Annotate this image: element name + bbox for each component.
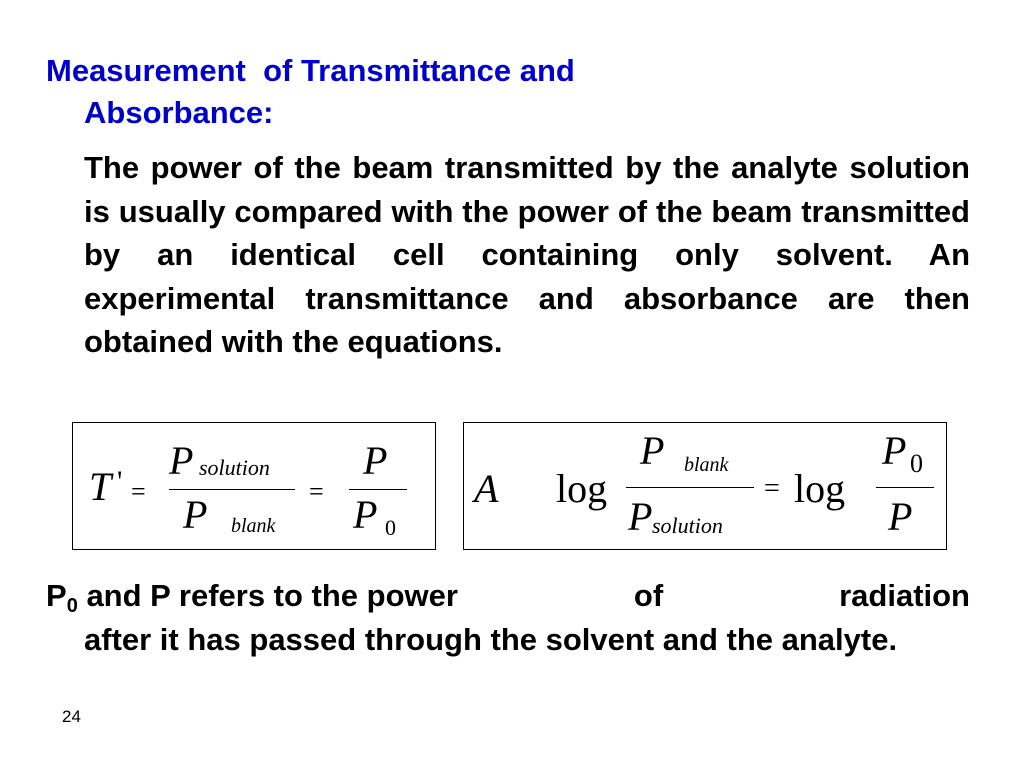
bottom-note-line-1 [46, 574, 970, 618]
eq-t-equals-2: = [309, 477, 324, 506]
bottom-note-p: P [46, 578, 67, 613]
bottom-note-segment-1 [46, 574, 458, 618]
eq-t-numerator-1: P [169, 438, 194, 483]
eq-a-lhs: A [474, 466, 499, 511]
eq-a-numerator-2: P [882, 428, 907, 473]
bottom-note [46, 574, 970, 661]
eq-a-fraction-bar-2 [876, 487, 934, 488]
eq-a-equals: = [764, 473, 780, 504]
eq-t-denominator-2: P [353, 492, 378, 537]
eq-t-denominator-1-sub: blank [231, 515, 276, 537]
eq-a-fraction-bar-1 [626, 487, 754, 488]
bottom-note-word-of: of [633, 578, 664, 613]
bottom-note-subscript: 0 [66, 595, 78, 617]
eq-a-log-1: log [556, 466, 608, 511]
eq-t-equals-1: = [131, 477, 146, 506]
bottom-note-word-radiation: radiation [839, 578, 970, 613]
eq-a-numerator-1-sub: blank [684, 454, 729, 476]
heading-line-1: Measurement of Transmittance and [46, 53, 575, 88]
eq-t-fraction-bar-2 [349, 489, 407, 490]
eq-t-lhs: T [89, 464, 112, 509]
eq-t-numerator-2: P [363, 438, 388, 483]
eq-t-denominator-1: P [183, 492, 208, 537]
slide-heading [46, 50, 946, 134]
eq-a-log-2: log [794, 466, 846, 511]
page-number: 24 [62, 707, 81, 726]
eq-a-numerator-1: P [640, 428, 665, 473]
absorbance-equation-box [463, 422, 947, 550]
eq-a-denominator-2: P [888, 494, 913, 539]
transmittance-equation-box [72, 422, 436, 550]
eq-a-denominator-1-sub: solution [652, 513, 723, 538]
body-paragraph: The power of the beam transmitted by the analyte solution is usually compared with the power of the beam transmitted by an identical cell containing only solvent. An experimental transmittance and absorbance are then obtained with the equations. [84, 150, 970, 359]
eq-t-prime: ' [117, 465, 123, 498]
eq-t-denominator-2-sub: 0 [385, 515, 396, 540]
bottom-note-rest: after it has passed through the solvent and the analyte. [84, 621, 898, 657]
eq-a-numerator-2-sub: 0 [910, 449, 923, 478]
heading-line-2: Absorbance: [84, 95, 274, 130]
eq-a-denominator-1: P [628, 494, 653, 539]
eq-t-numerator-1-sub: solution [199, 455, 270, 480]
eq-t-fraction-bar-1 [169, 489, 295, 490]
bottom-note-text-1: and P refers to the power [86, 578, 458, 613]
